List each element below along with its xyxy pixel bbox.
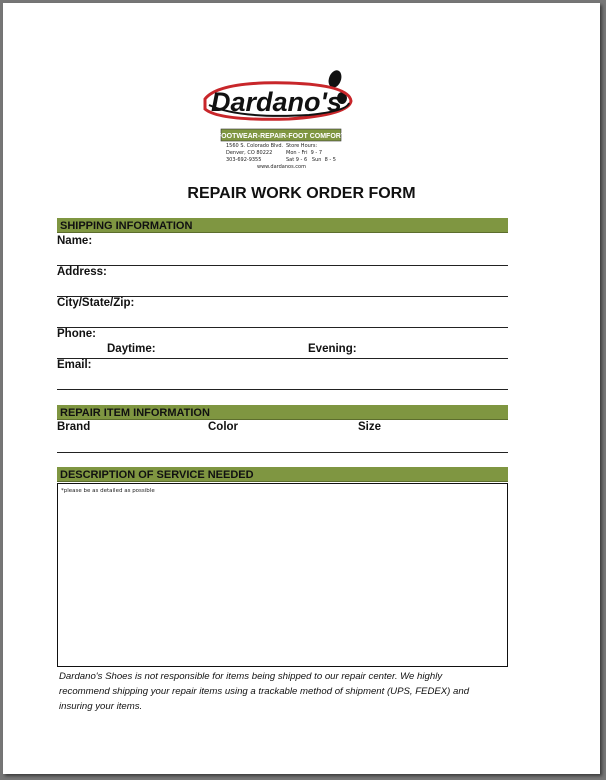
shipping-disclaimer: Dardano's Shoes is not responsible for items being shipped to our repair center. We highly recommend shipping your repair items using a trackable method of shipment (UPS, FEDEX) and insuring your items. bbox=[59, 671, 470, 712]
color-label: Color bbox=[208, 421, 239, 433]
description-textarea[interactable] bbox=[57, 483, 508, 667]
phone-field[interactable] bbox=[57, 358, 508, 359]
city-state-zip-label: City/State/Zip: bbox=[57, 297, 135, 309]
size-label: Size bbox=[358, 421, 382, 433]
repair-section-header: REPAIR ITEM INFORMATION bbox=[57, 405, 508, 420]
logo-graphic bbox=[199, 65, 361, 143]
email-field[interactable] bbox=[57, 389, 508, 390]
form-page bbox=[3, 3, 600, 774]
logo-brand: Dardano's bbox=[211, 87, 342, 117]
city-state-zip-field[interactable] bbox=[57, 327, 508, 328]
evening-phone-label: Evening: bbox=[308, 343, 357, 355]
store-hours: Store Hours: Mon - Fri 9 - 7 Sat 9 - 6 Sun 8 - 5 bbox=[286, 143, 336, 163]
email-label: Email: bbox=[57, 359, 92, 371]
store-website: www.dardanos.com bbox=[257, 164, 306, 170]
name-field[interactable] bbox=[57, 265, 508, 266]
repair-item-field[interactable] bbox=[57, 452, 508, 453]
daytime-phone-label: Daytime: bbox=[107, 343, 156, 355]
brand-label: Brand bbox=[57, 421, 91, 433]
name-label: Name: bbox=[57, 235, 93, 247]
shipping-section-header: SHIPPING INFORMATION bbox=[57, 218, 508, 233]
address-label: Address: bbox=[57, 266, 107, 278]
description-section-header: DESCRIPTION OF SERVICE NEEDED bbox=[57, 467, 508, 482]
description-hint: *please be as detailed as possible bbox=[61, 488, 155, 494]
phone-label: Phone: bbox=[57, 328, 96, 340]
store-address: 1560 S. Colorado Blvd. Denver, CO 80222 303-692-9355 bbox=[226, 143, 284, 163]
logo-tagline: FOOTWEAR-REPAIR-FOOT COMFORT bbox=[216, 133, 346, 140]
form-title: REPAIR WORK ORDER FORM bbox=[187, 185, 416, 202]
